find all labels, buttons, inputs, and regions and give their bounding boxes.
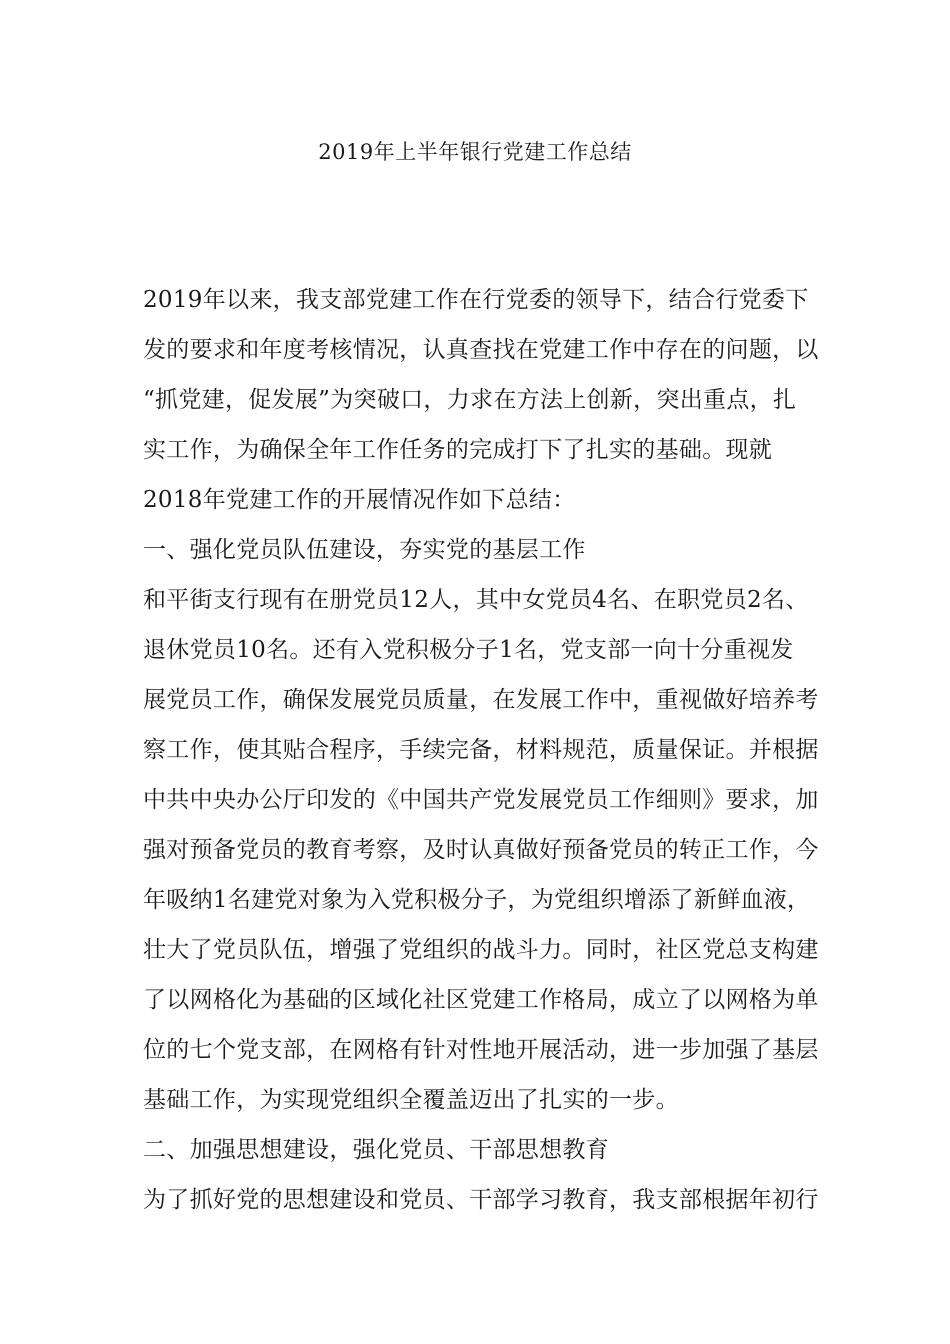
body-line: 为了抓好党的思想建设和党员、干部学习教育，我支部根据年初行 <box>143 1187 819 1213</box>
body-line: 了以网格化为基础的区域化社区党建工作格局，成立了以网格为单 <box>143 987 819 1013</box>
body-line: 实工作，为确保全年工作任务的完成打下了扎实的基础。现就 <box>143 437 773 463</box>
body-line: 展党员工作，确保发展党员质量，在发展工作中，重视做好培养考 <box>143 687 819 713</box>
body-line: 中共中央办公厅印发的《中国共产党发展党员工作细则》要求，加 <box>143 787 819 813</box>
body-line: 位的七个党支部，在网格有针对性地开展活动，进一步加强了基层 <box>143 1037 819 1063</box>
body-line: 察工作，使其贴合程序，手续完备，材料规范，质量保证。并根据 <box>143 737 819 763</box>
body-line: 强对预备党员的教育考察，及时认真做好预备党员的转正工作，今 <box>143 837 819 863</box>
body-line: 壮大了党员队伍，增强了党组织的战斗力。同时，社区党总支构建 <box>143 937 819 963</box>
body-line: 和平街支行现有在册党员12人，其中女党员4名、在职党员2名、 <box>143 587 809 613</box>
body-line: 2019年以来，我支部党建工作在行党委的领导下，结合行党委下 <box>143 287 809 313</box>
body-line: 退休党员10名。还有入党积极分子1名，党支部一向十分重视发 <box>143 637 794 663</box>
document-body <box>143 282 819 1232</box>
body-line: 2018年党建工作的开展情况作如下总结： <box>143 487 576 513</box>
body-line: “抓党建，促发展”为突破口，力求在方法上创新，突出重点，扎 <box>143 387 797 413</box>
document-title: 2019年上半年银行党建工作总结 <box>318 140 632 164</box>
body-line: 年吸纳1名建党对象为入党积极分子，为党组织增添了新鲜血液， <box>143 887 811 913</box>
section-heading-1: 一、强化党员队伍建设，夯实党的基层工作 <box>143 537 586 563</box>
body-line: 基础工作，为实现党组织全覆盖迈出了扎实的一步。 <box>143 1087 679 1113</box>
body-line: 发的要求和年度考核情况，认真查找在党建工作中存在的问题，以 <box>143 337 819 363</box>
section-heading-2: 二、加强思想建设，强化党员、干部思想教育 <box>143 1137 609 1163</box>
